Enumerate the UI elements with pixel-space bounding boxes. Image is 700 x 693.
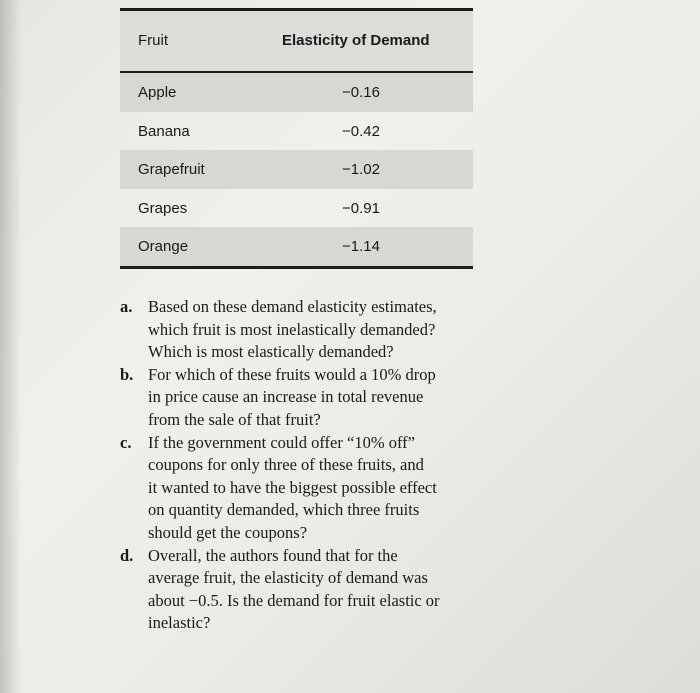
- question-line: which fruit is most inelastically demanded?: [148, 319, 436, 339]
- table-row: [120, 150, 473, 189]
- row-fruit: Apple: [138, 84, 177, 101]
- question-line: Which is most elastically demanded?: [148, 342, 394, 362]
- question-d: [120, 545, 540, 635]
- page-edge-shadow: [0, 0, 22, 693]
- question-line: inelastic?: [148, 613, 211, 633]
- question-list: [120, 296, 540, 635]
- table-header-row: [120, 11, 473, 71]
- row-elasticity: −0.42: [342, 122, 380, 140]
- table-row: [120, 189, 473, 228]
- header-elasticity: Elasticity of Demand: [282, 32, 430, 49]
- question-line: coupons for only three of these fruits, and: [148, 455, 424, 475]
- question-line: Based on these demand elasticity estimates,: [148, 297, 437, 316]
- question-b: [120, 364, 540, 432]
- row-elasticity: −0.91: [342, 199, 380, 217]
- question-line: Overall, the authors found that for the: [148, 545, 398, 565]
- question-c: [120, 432, 540, 545]
- row-fruit: Grapes: [138, 199, 188, 217]
- row-fruit: Grapefruit: [138, 161, 205, 179]
- question-line: it wanted to have the biggest possible effect: [148, 477, 437, 497]
- table-bottom-rule: [120, 266, 473, 269]
- question-line: should get the coupons?: [148, 522, 308, 542]
- question-line: in price cause an increase in total revenue: [148, 387, 424, 407]
- table-row: [120, 73, 473, 112]
- elasticity-table: [120, 8, 473, 269]
- row-elasticity: −1.02: [342, 161, 380, 179]
- table-row: [120, 112, 473, 151]
- question-letter: d.: [120, 545, 134, 565]
- question-line: from the sale of that fruit?: [148, 409, 321, 429]
- question-letter: a.: [120, 297, 133, 316]
- question-line: about −0.5. Is the demand for fruit elastic or: [148, 590, 440, 610]
- row-elasticity: −0.16: [342, 84, 380, 101]
- header-fruit: Fruit: [138, 32, 168, 49]
- question-line: on quantity demanded, which three fruits: [148, 500, 420, 520]
- question-a: [120, 296, 540, 364]
- table-row: [120, 227, 473, 266]
- row-fruit: Banana: [138, 122, 190, 140]
- question-line: average fruit, the elasticity of demand was: [148, 568, 428, 588]
- row-fruit: Orange: [138, 238, 189, 256]
- row-elasticity: −1.14: [342, 238, 380, 256]
- question-letter: c.: [120, 432, 132, 452]
- question-line: For which of these fruits would a 10% drop: [148, 364, 436, 384]
- question-line: If the government could offer “10% off”: [148, 432, 415, 452]
- question-letter: b.: [120, 364, 134, 384]
